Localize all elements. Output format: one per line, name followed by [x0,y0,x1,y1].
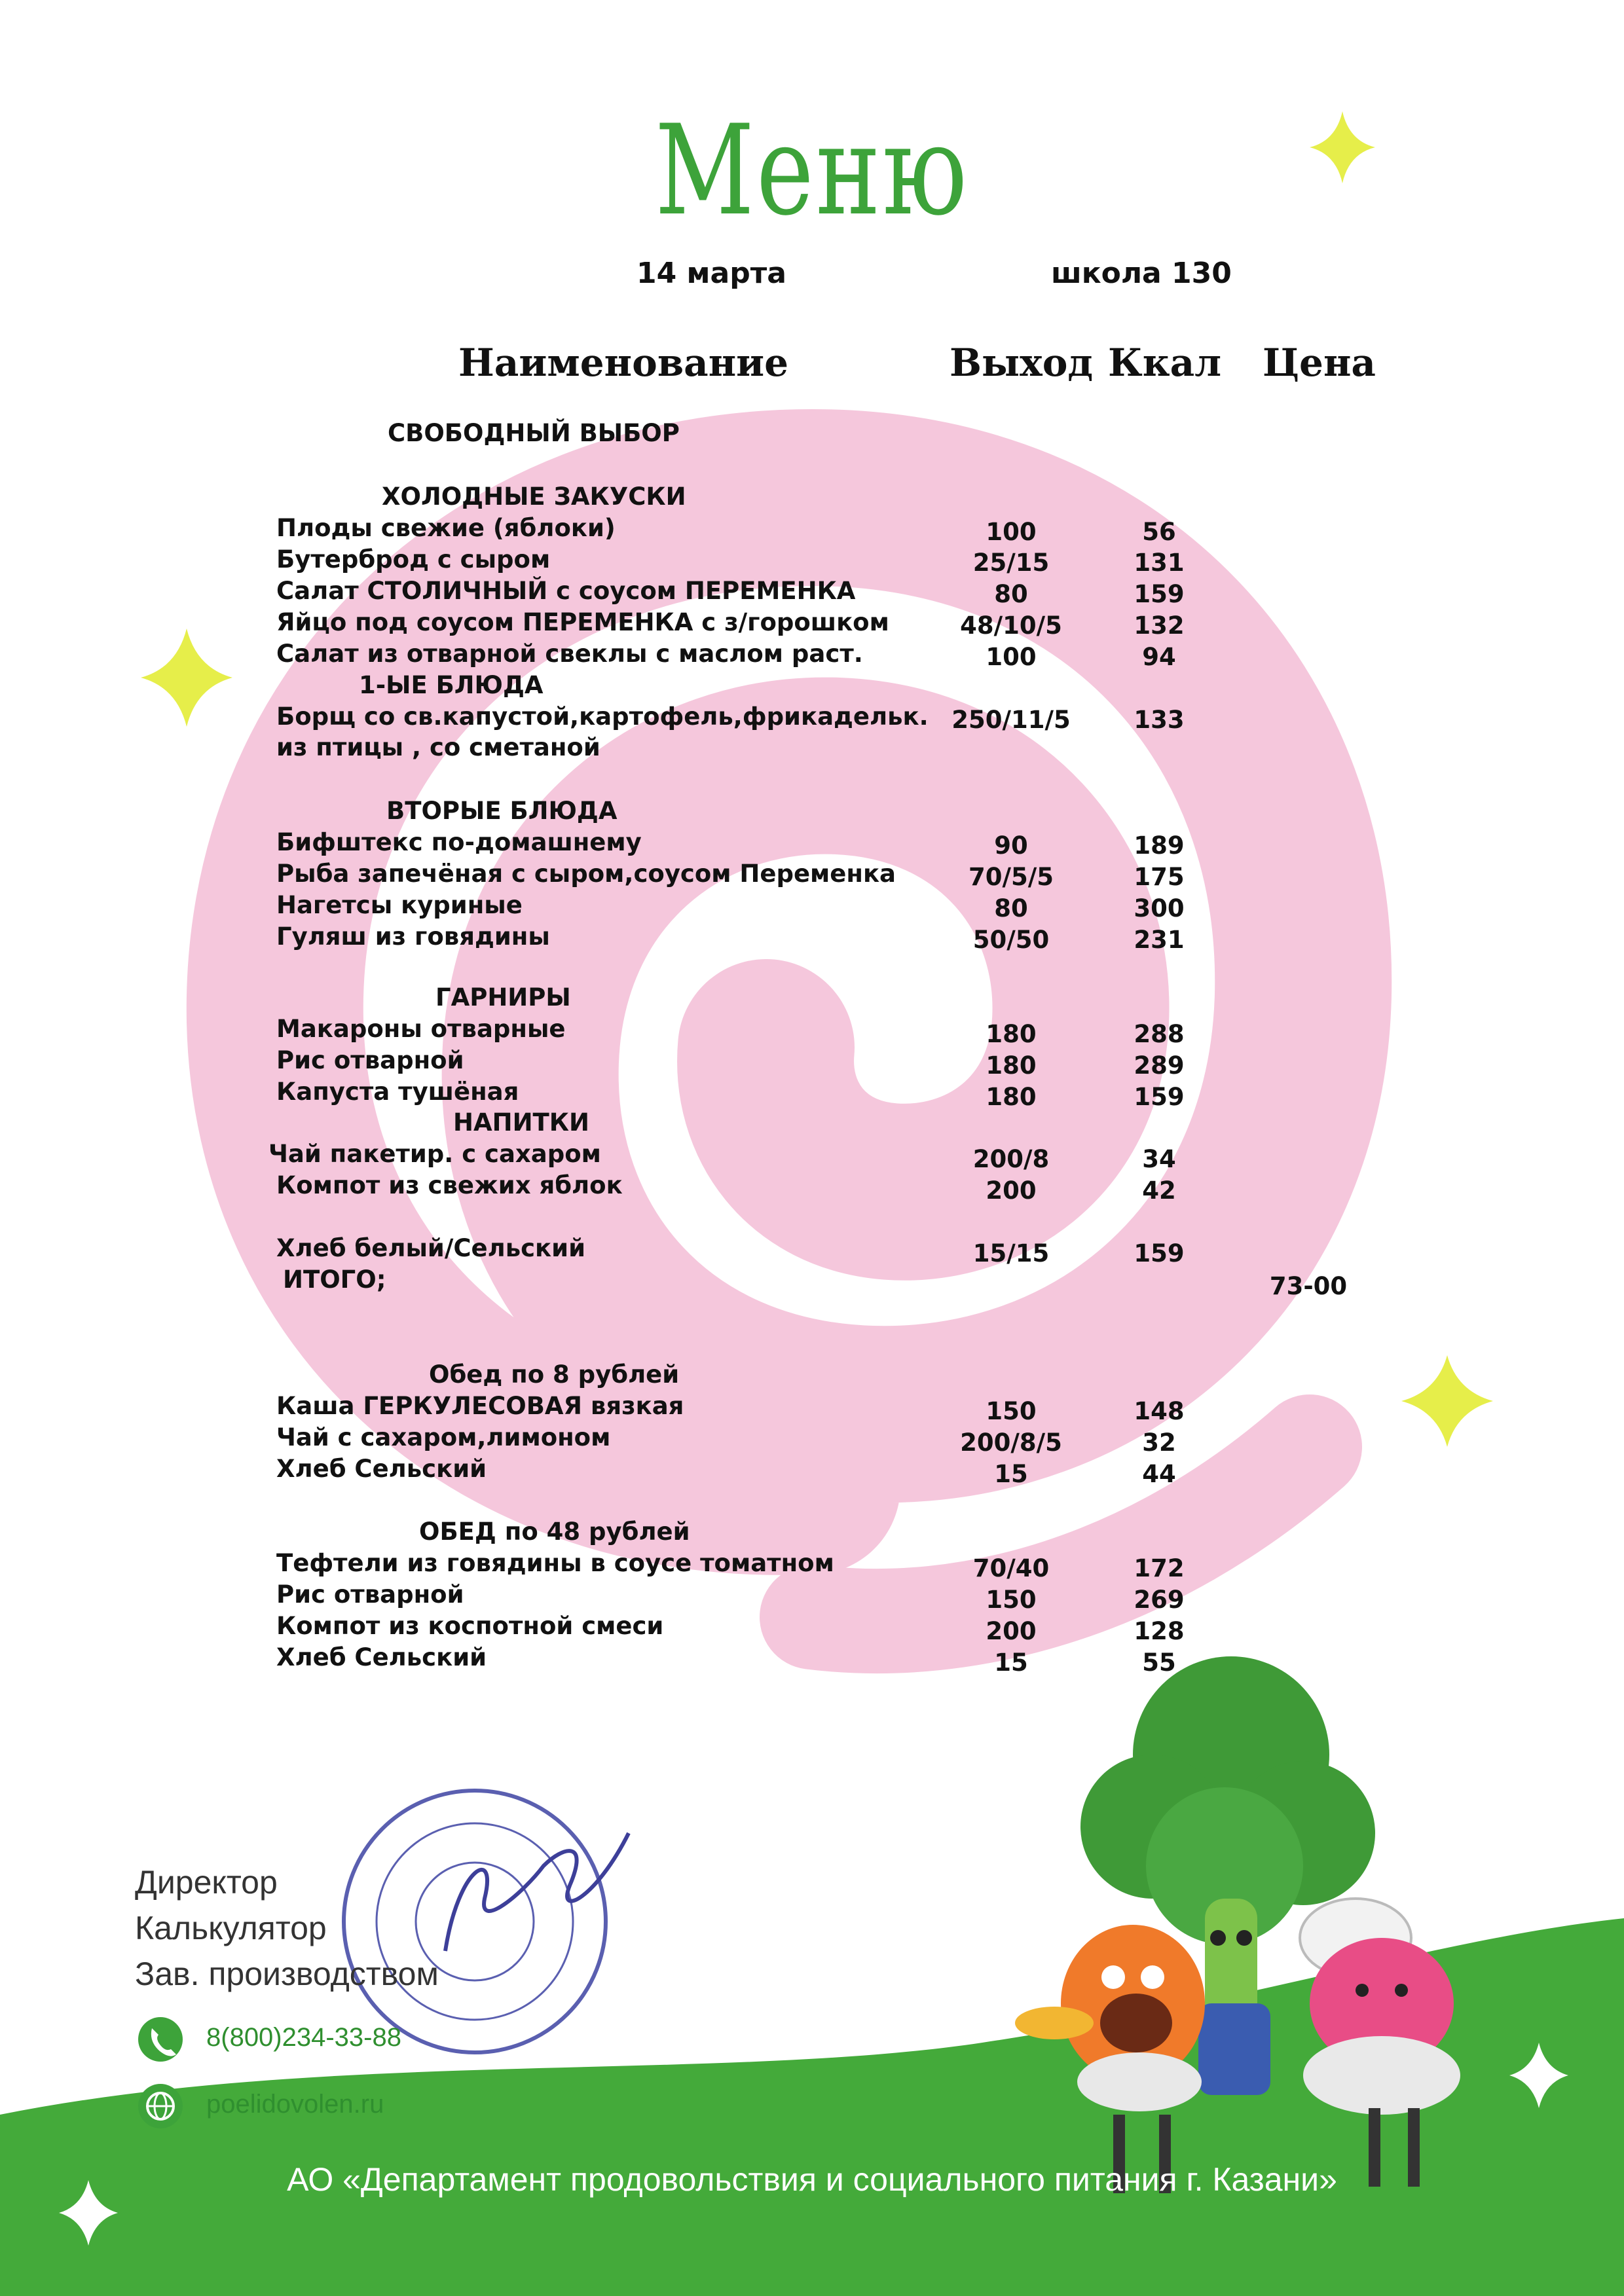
item-name: Рис отварной [276,1580,464,1609]
item-output: 150 [986,1586,1037,1614]
item-name: Макароны отварные [276,1015,566,1043]
item-name: Салат СТОЛИЧНЫЙ с соусом ПЕРЕМЕНКА [276,577,856,605]
item-kcal: 42 [1142,1176,1176,1205]
item-output: 90 [994,831,1028,860]
item-kcal: 289 [1134,1051,1185,1080]
item-name: Тефтели из говядины в соусе томатном [276,1549,834,1577]
website-link[interactable]: poelidovolen.ru [206,2090,384,2119]
item-kcal: 231 [1134,926,1185,954]
total-label: ИТОГО; [283,1266,386,1294]
item-output: 80 [994,580,1028,608]
item-kcal: 288 [1134,1020,1185,1048]
item-output: 250/11/5 [951,706,1071,734]
item-kcal: 172 [1134,1554,1185,1582]
column-header-price: Цена [1263,340,1376,385]
item-output: 15 [994,1649,1028,1677]
page-title: Меню [655,98,969,243]
item-kcal: 300 [1134,894,1185,922]
column-header-kcal: Ккал [1108,340,1222,385]
item-name: Нагетсы куриные [276,891,523,919]
item-output: 200/8/5 [960,1429,1062,1457]
item-kcal: 32 [1142,1429,1176,1457]
item-kcal: 44 [1142,1460,1176,1488]
menu-date: 14 марта [637,257,786,290]
item-kcal: 148 [1134,1397,1185,1425]
item-output: 150 [986,1397,1037,1425]
item-output: 100 [986,643,1037,671]
item-kcal: 159 [1134,1083,1185,1111]
item-name: Компот из свежих яблок [276,1171,623,1199]
item-name: Рыба запечёная с сыром,соусом Переменка [276,860,896,888]
column-header-output: Выход [950,340,1094,385]
sparkle-icon [1401,1355,1493,1447]
item-output: 70/40 [972,1554,1050,1582]
item-kcal: 159 [1134,580,1185,608]
item-output: 25/15 [972,549,1050,577]
item-name: Бифштекс по-домашнему [276,828,642,856]
item-name: Чай с сахаром,лимоном [276,1423,611,1451]
section-garnish: ГАРНИРЫ [435,983,571,1011]
item-name-continued: из птицы , со сметаной [276,733,600,761]
item-kcal: 56 [1142,518,1176,546]
item-name: Плоды свежие (яблоки) [276,514,616,542]
section-first-courses: 1-ЫЕ БЛЮДА [359,671,544,699]
item-output: 15/15 [972,1239,1050,1267]
total-price: 73-00 [1269,1272,1348,1300]
item-output: 80 [994,894,1028,922]
item-name: Капуста тушёная [276,1078,519,1106]
production-manager-label: Зав. производством [135,1956,439,1992]
column-header-name: Наименование [458,340,789,385]
item-output: 100 [986,518,1037,546]
sparkle-icon [141,629,232,727]
item-output: 48/10/5 [960,611,1062,640]
official-stamp [344,1791,606,2052]
item-output: 200 [986,1617,1037,1645]
phone-number[interactable]: 8(800)234-33-88 [206,2023,401,2052]
section-lunch-48: ОБЕД по 48 рублей [419,1518,690,1546]
organization-name: АО «Департамент продовольствия и социального питания г. Казани» [287,2161,1337,2198]
item-name: Бутерброд с сыром [276,545,551,574]
item-output: 50/50 [972,926,1050,954]
section-drinks: НАПИТКИ [453,1108,589,1137]
item-kcal: 133 [1134,706,1185,734]
item-output: 180 [986,1051,1037,1080]
item-kcal: 159 [1134,1239,1185,1267]
phone-icon [138,2017,183,2062]
item-name: Чай пакетир. с сахаром [268,1140,601,1168]
item-name: Хлеб Сельский [276,1643,487,1671]
item-kcal: 34 [1142,1145,1176,1173]
item-kcal: 94 [1142,643,1176,671]
item-output: 200 [986,1176,1037,1205]
section-lunch-8: Обед по 8 рублей [429,1360,680,1389]
section-second-courses: ВТОРЫЕ БЛЮДА [386,797,618,825]
item-output: 180 [986,1083,1037,1111]
director-label: Директор [135,1864,278,1901]
item-kcal: 128 [1134,1617,1185,1645]
globe-icon [138,2084,183,2128]
item-kcal: 55 [1142,1649,1176,1677]
item-output: 180 [986,1020,1037,1048]
item-kcal: 132 [1134,611,1185,640]
item-output: 70/5/5 [968,863,1054,891]
item-name: Хлеб Сельский [276,1455,487,1483]
calculator-label: Калькулятор [135,1910,327,1946]
item-name: Каша ГЕРКУЛЕСОВАЯ вязкая [276,1392,684,1420]
item-kcal: 131 [1134,549,1185,577]
item-kcal: 189 [1134,831,1185,860]
item-name: Хлеб белый/Сельский [276,1234,586,1262]
item-name: Рис отварной [276,1046,464,1074]
item-output: 200/8 [972,1145,1050,1173]
section-cold-snacks: ХОЛОДНЫЕ ЗАКУСКИ [382,483,686,511]
item-name: Компот из коспотной смеси [276,1612,664,1640]
item-output: 15 [994,1460,1028,1488]
item-kcal: 269 [1134,1586,1185,1614]
item-kcal: 175 [1134,863,1185,891]
section-free-choice: СВОБОДНЫЙ ВЫБОР [388,419,680,447]
school-name: школа 130 [1051,257,1232,290]
item-name: Борщ со св.капустой,картофель,фрикадельк. [276,702,929,731]
item-name: Салат из отварной свеклы с маслом раст. [276,640,863,668]
item-name: Гуляш из говядины [276,922,550,951]
item-name: Яйцо под соусом ПЕРЕМЕНКА с з/горошком [276,608,889,636]
